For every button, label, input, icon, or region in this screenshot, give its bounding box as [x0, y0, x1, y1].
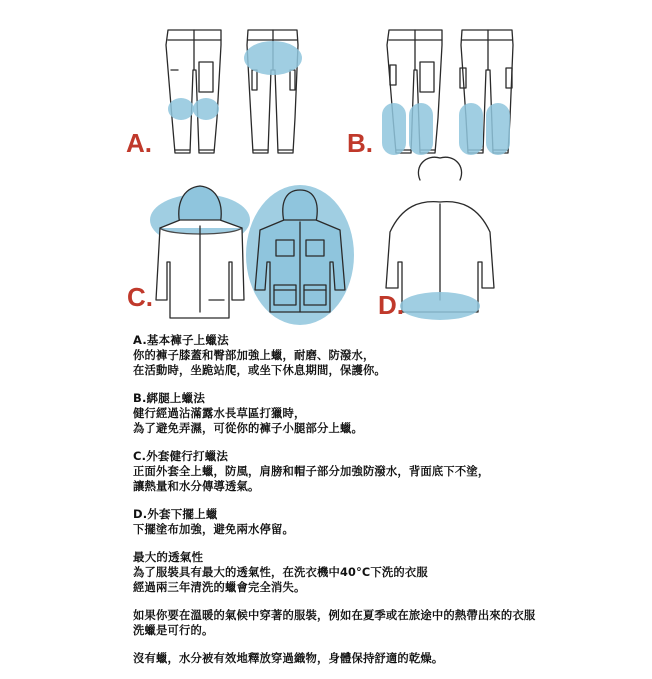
- section-line: 洗蠟是可行的。: [133, 624, 214, 637]
- section-line: 如果你要在溫暖的氣候中穿著的服裝，例如在夏季或在旅途中的熱帶出來的衣服: [133, 609, 536, 622]
- section-warm-climate: [133, 608, 603, 638]
- pants-front-icon: [166, 30, 221, 153]
- section-b: [133, 391, 603, 436]
- figure-label-b: B.: [347, 128, 373, 158]
- section-line: 讓熱量和水分傳導透氣。: [133, 480, 260, 493]
- pants-front-icon: [382, 30, 442, 155]
- figure-label-d: D.: [378, 290, 404, 320]
- section-heading: 最大的透氣性: [133, 550, 204, 564]
- section-line: 經過兩三年清洗的蠟會完全消失。: [133, 581, 306, 594]
- section-heading: A.基本褲子上蠟法: [133, 333, 229, 347]
- section-heading: B.綁腿上蠟法: [133, 391, 206, 405]
- section-c: [133, 449, 603, 494]
- section-line: 正面外套全上蠟，防風，肩膀和帽子部分加強防潑水，背面底下不塗，: [133, 465, 490, 478]
- figure-label-a: A.: [126, 128, 152, 158]
- waxing-illustrations: [0, 0, 652, 330]
- jacket-front-icon: [246, 185, 354, 325]
- section-line: 沒有蠟，水分被有效地釋放穿過織物，身體保持舒適的乾燥。: [133, 652, 444, 665]
- pants-back-icon: [244, 30, 302, 153]
- section-a: [133, 333, 603, 378]
- section-no-wax: [133, 651, 603, 666]
- section-line: 你的褲子膝蓋和臀部加強上蠟，耐磨、防潑水，: [133, 349, 375, 362]
- jacket-back-icon: [150, 186, 250, 318]
- section-line: 下擺塗布加強，避免兩水停留。: [133, 523, 294, 536]
- section-line: 健行經過沾滿露水長草區打獵時，: [133, 407, 306, 420]
- instructions-text: [133, 333, 603, 679]
- section-line: 為了服裝具有最大的透氣性，在洗衣機中40°C下洗的衣服: [133, 566, 428, 579]
- section-line: 在活動時，坐跪站爬，或坐下休息期間，保護你。: [133, 364, 386, 377]
- pants-back-icon: [459, 30, 513, 155]
- figure-label-c: C.: [127, 282, 153, 312]
- section-breathability: [133, 550, 603, 595]
- section-heading: C.外套健行打蠟法: [133, 449, 229, 463]
- section-line: 為了避免弄濕，可從你的褲子小腿部分上蠟。: [133, 422, 363, 435]
- section-d: [133, 507, 603, 537]
- section-heading: D.外套下擺上蠟: [133, 507, 218, 521]
